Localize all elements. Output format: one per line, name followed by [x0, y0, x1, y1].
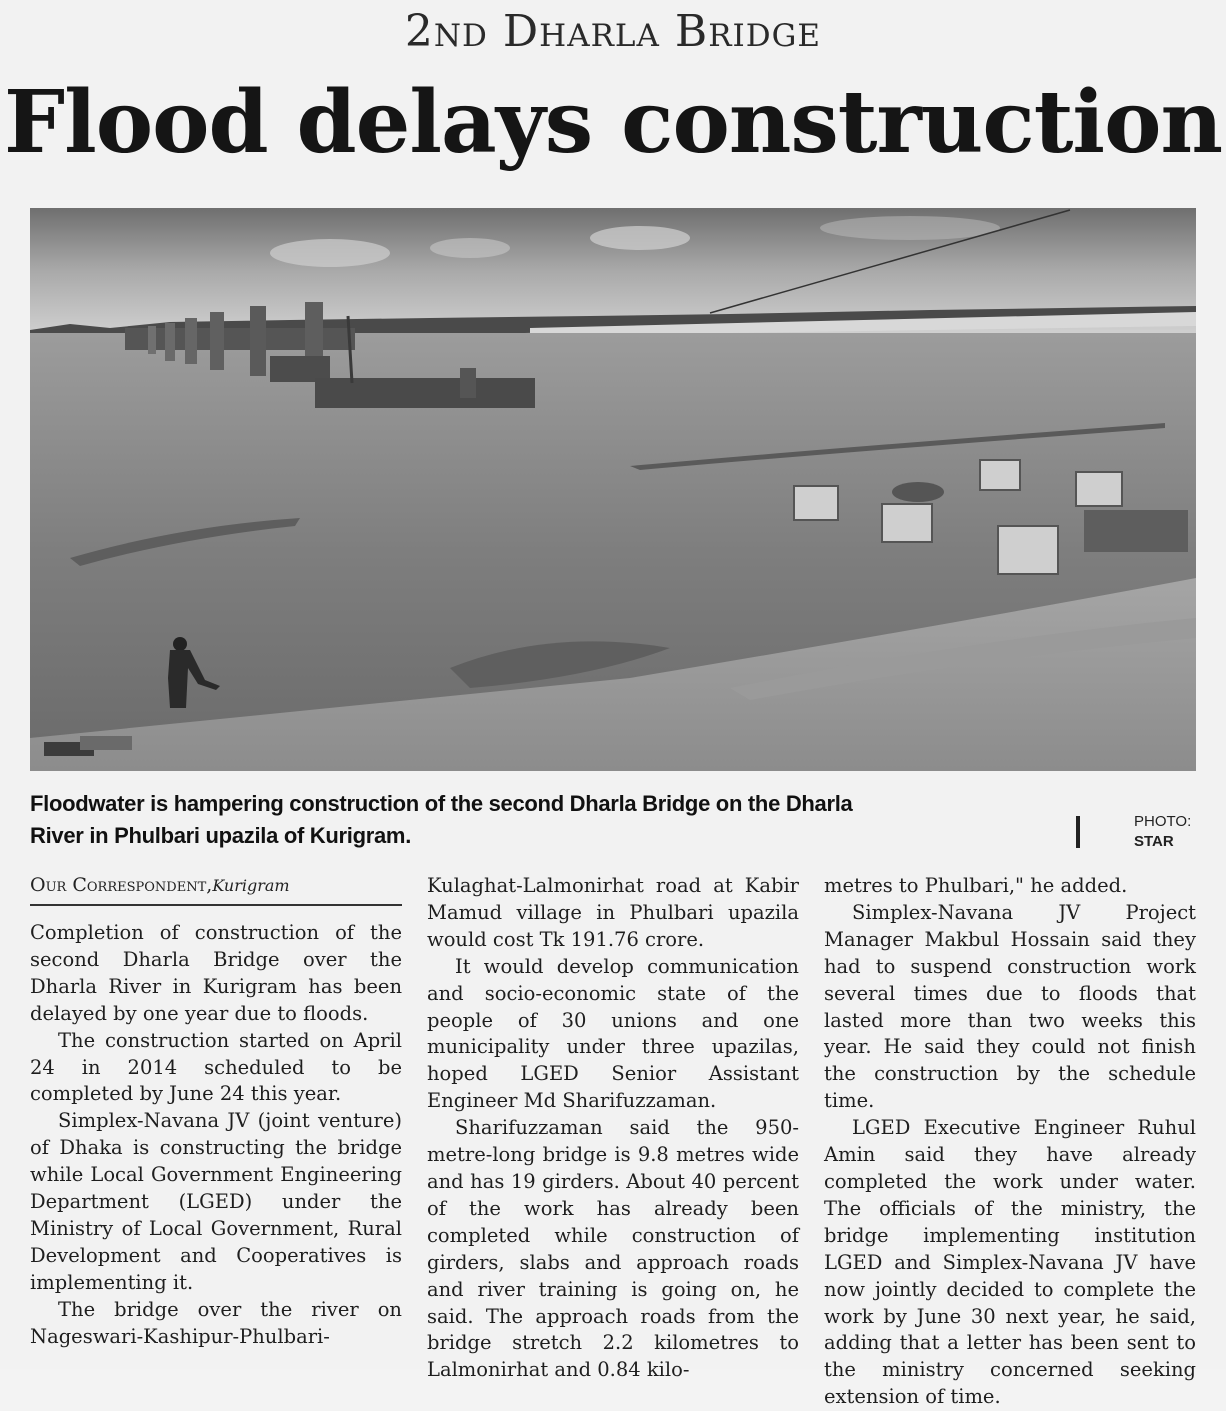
paragraph: The construction started on April 24 in 2014 scheduled to be completed by June 24 this year. [30, 1028, 402, 1106]
flood-river-photo [30, 208, 1196, 771]
article-column-2 [427, 873, 799, 1384]
article-kicker: 2nd Dharla Bridge [404, 6, 822, 57]
photo-caption: Floodwater is hampering construction of the second Dharla Bridge on the Dharla River in Phulbari upazila of Kurigram. [30, 791, 853, 848]
credit-divider [1076, 816, 1080, 848]
article-byline [30, 874, 402, 906]
paragraph: The bridge over the river on Nageswari-Kashipur-Phulbari- [30, 1297, 402, 1348]
paragraph: Completion of construction of the second Dharla Bridge over the Dharla River in Kurigram has been delayed by one year due to floods. [30, 921, 402, 1025]
paragraph: LGED Executive Engineer Ruhul Amin said they have already completed the work under water. The officials of the ministry, the bridge implementing institution LGED and Simplex-Navana JV have now jointly decided to complete the work by June 30 next year, he said, adding that a letter has been sent to the ministry concerned seeking extension of time. [824, 1116, 1196, 1409]
byline-place: Kurigram [212, 876, 290, 895]
article-headline: Flood delays construction [4, 72, 1222, 173]
photo-credit [1134, 812, 1191, 852]
paragraph: Simplex-Navana JV Project Manager Makbul Hossain said they had to suspend construction work several times due to floods that lasted more than two weeks this year. He said they could not finish the construction by the schedule time. [824, 900, 1196, 1113]
photo-credit-source: STAR [1134, 833, 1174, 850]
paragraph: metres to Phulbari," he added. [824, 874, 1128, 897]
article-photo [30, 208, 1196, 771]
photo-credit-label: PHOTO: [1134, 813, 1192, 830]
paragraph: It would develop communication and socio-economic state of the people of 30 unions and one municipality under three upazilas, hoped LGED Senior Assistant Engineer Md Sharifuzzaman. [427, 954, 799, 1113]
article-column-3 [824, 873, 1196, 1411]
article-column-1 [30, 920, 402, 1351]
paragraph: Sharifuzzaman said the 950-metre-long bridge is 9.8 metres wide and has 19 girders. About 40 percent of the work has already been completed while construction of girders, slabs and approach roads and river training is going on, he said. The approach roads from the bridge stretch 2.2 kilometres to Lalmonirhat and 0.84 kilo- [427, 1116, 799, 1382]
paragraph: Kulaghat-Lalmonirhat road at Kabir Mamud village in Phulbari upazila would cost Tk 191.76 crore. [427, 874, 799, 951]
paragraph: Simplex-Navana JV (joint venture) of Dhaka is constructing the bridge while Local Government Engineering Department (LGED) under the Ministry of Local Government, Rural Development and Cooperatives is implementing it. [30, 1109, 402, 1294]
byline-author: Our Correspondent, [30, 874, 213, 896]
